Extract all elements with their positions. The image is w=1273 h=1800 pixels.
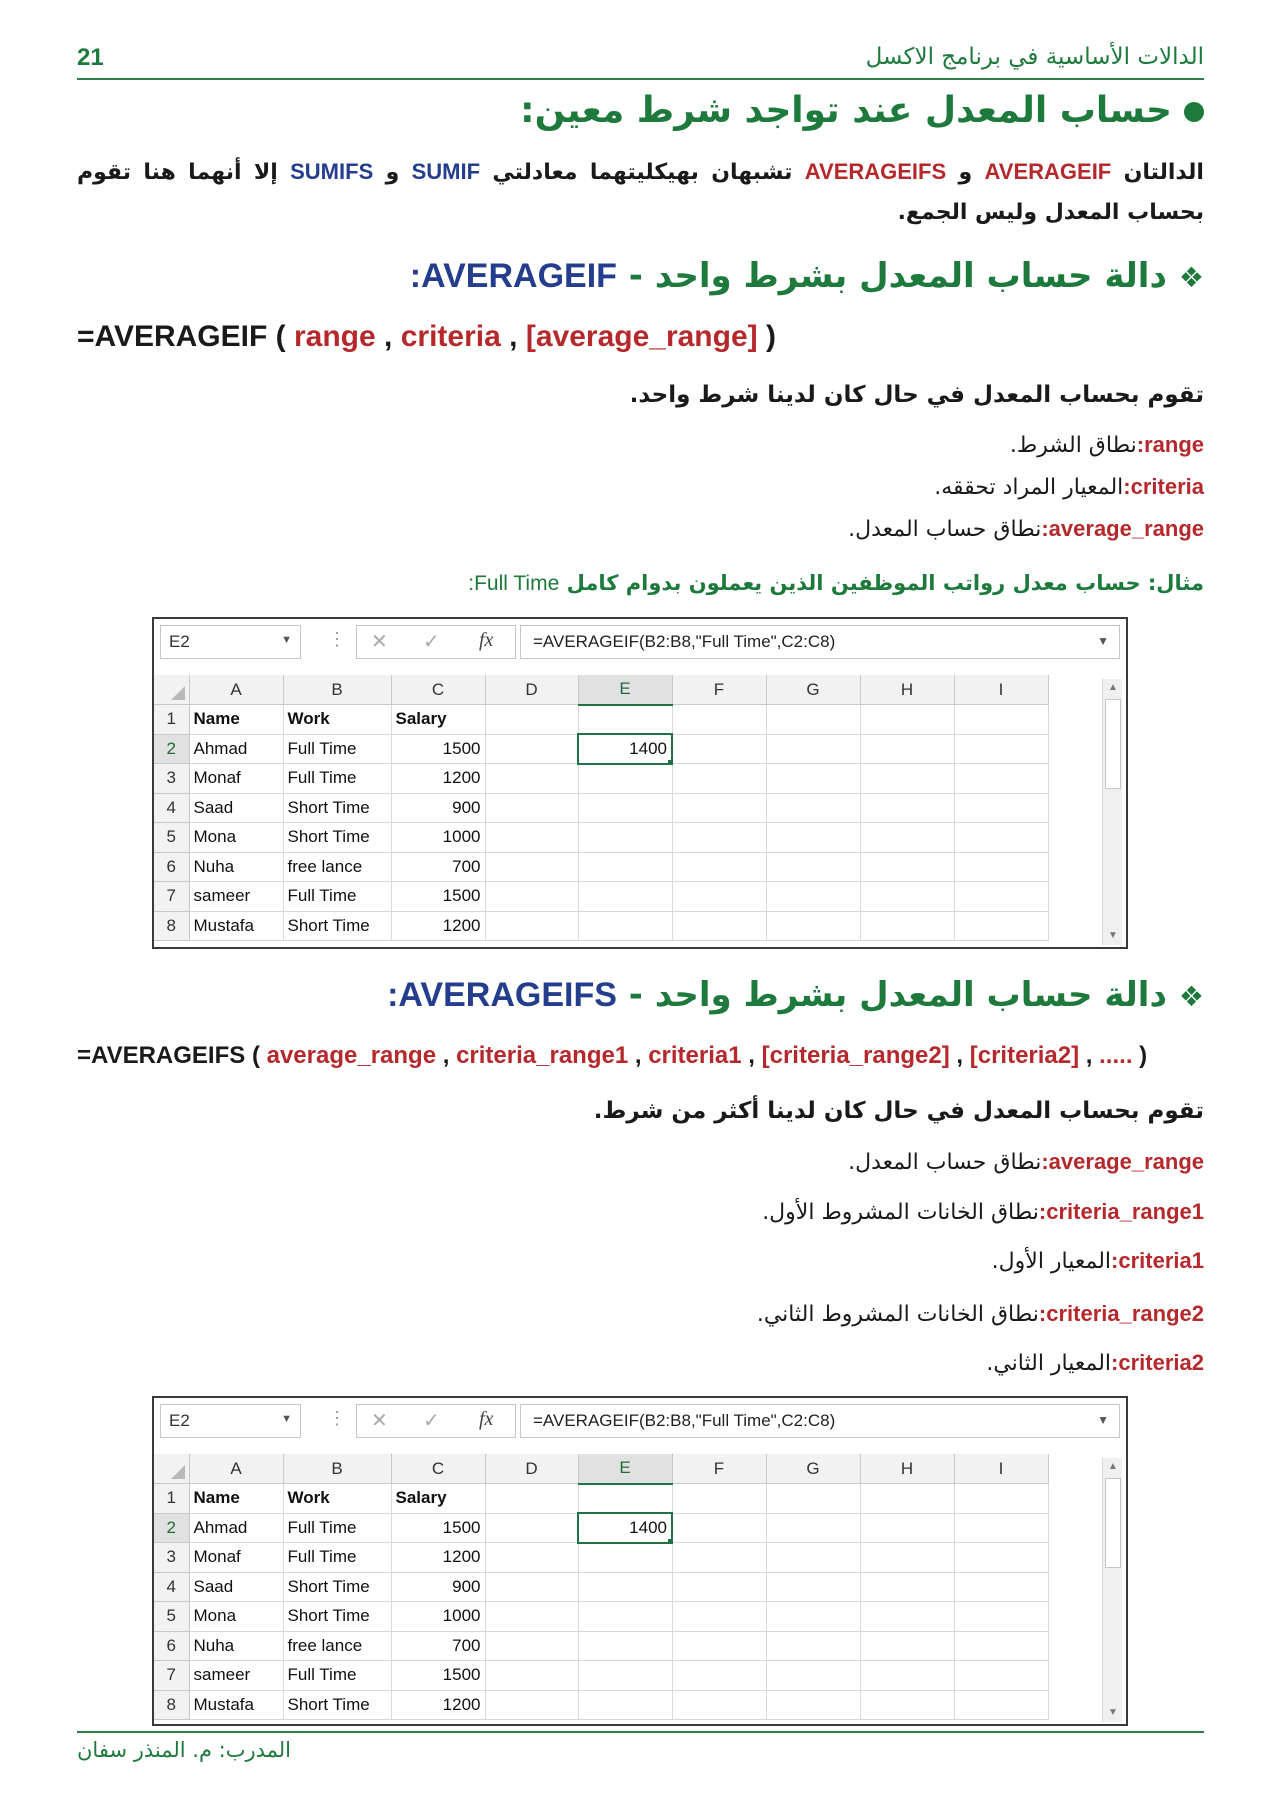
table-row: [154, 764, 1048, 794]
param-criteria1: criteria1:المعيار الأول.: [991, 1248, 1204, 1274]
bullet-dot-icon: [1184, 102, 1204, 122]
fn-averageif: AVERAGEIF: [984, 159, 1112, 184]
cell[interactable]: [860, 911, 954, 941]
col-header-a[interactable]: A: [189, 675, 283, 705]
section-title: حساب المعدل عند تواجد شرط معين:: [520, 90, 1204, 131]
cell[interactable]: [954, 705, 1048, 735]
cell[interactable]: Short Time: [283, 911, 391, 941]
row-header[interactable]: 3: [154, 764, 189, 794]
cell[interactable]: Work: [283, 1484, 391, 1514]
cell[interactable]: Short Time: [283, 1690, 391, 1720]
header-title: الدالات الأساسية في برنامج الاكسل: [865, 44, 1204, 70]
col-header-b[interactable]: B: [283, 1454, 391, 1484]
table-row: [154, 793, 1048, 823]
dropdown-arrow-icon[interactable]: ▼: [281, 1413, 292, 1425]
table-row: [154, 1572, 1048, 1602]
cell[interactable]: free lance: [283, 1631, 391, 1661]
table-row: [154, 1661, 1048, 1691]
cell[interactable]: 1500: [391, 1513, 485, 1543]
table-row: [154, 1484, 1048, 1514]
cell[interactable]: [485, 734, 578, 764]
cancel-icon[interactable]: ✕: [371, 1410, 388, 1432]
cell[interactable]: [578, 911, 672, 941]
cell[interactable]: Full Time: [283, 1661, 391, 1691]
active-cell-e2[interactable]: 1400: [578, 734, 672, 764]
diamond-bullet-icon: ❖: [1178, 980, 1204, 1013]
fn-averageifs: AVERAGEIFS: [804, 159, 947, 184]
cell[interactable]: [860, 1484, 954, 1514]
row-header[interactable]: 5: [154, 823, 189, 853]
row-header[interactable]: 4: [154, 1572, 189, 1602]
cell[interactable]: Saad: [189, 1572, 283, 1602]
col-header-c[interactable]: C: [391, 675, 485, 705]
cell[interactable]: [954, 1572, 1048, 1602]
cell[interactable]: [954, 911, 1048, 941]
col-header-g[interactable]: G: [766, 675, 860, 705]
example-caption: مثال: حساب معدل رواتب الموظفين الذين يعملون بدوام كامل Full Time:: [468, 571, 1204, 595]
cell[interactable]: [766, 1513, 860, 1543]
col-header-f[interactable]: F: [672, 675, 766, 705]
grip-icon: ⋮: [328, 629, 346, 649]
cell[interactable]: 1200: [391, 1543, 485, 1573]
cell[interactable]: [672, 793, 766, 823]
cell[interactable]: [672, 852, 766, 882]
cell[interactable]: Short Time: [283, 823, 391, 853]
row-header[interactable]: 1: [154, 705, 189, 735]
table-row: [154, 1543, 1048, 1573]
cell[interactable]: [485, 793, 578, 823]
cell[interactable]: [860, 1690, 954, 1720]
cell[interactable]: [860, 823, 954, 853]
insert-function-icon[interactable]: fx: [479, 1408, 494, 1430]
param-criteria-range1: criteria_range1:نطاق الخانات المشروط الأول.: [762, 1199, 1204, 1225]
param-criteria2: criteria2:المعيار الثاني.: [986, 1350, 1204, 1376]
cell[interactable]: [860, 1602, 954, 1632]
grip-icon: ⋮: [328, 1408, 346, 1428]
select-all-corner[interactable]: [154, 1454, 189, 1484]
expand-formula-icon[interactable]: ▼: [1097, 634, 1109, 648]
table-row: [154, 1602, 1048, 1632]
active-cell-e2[interactable]: 1400: [578, 1513, 672, 1543]
cell[interactable]: 1200: [391, 1690, 485, 1720]
cell[interactable]: 1500: [391, 882, 485, 912]
cell[interactable]: [485, 882, 578, 912]
cancel-icon[interactable]: ✕: [371, 631, 388, 653]
cell[interactable]: [672, 1631, 766, 1661]
cell[interactable]: 1200: [391, 764, 485, 794]
cell[interactable]: [672, 1661, 766, 1691]
averageif-description: تقوم بحساب المعدل في حال كان لدينا شرط واحد.: [629, 382, 1204, 408]
cell[interactable]: [766, 1602, 860, 1632]
cell[interactable]: [672, 1572, 766, 1602]
cell[interactable]: [860, 1572, 954, 1602]
cell[interactable]: [485, 1690, 578, 1720]
cell[interactable]: [672, 882, 766, 912]
cell[interactable]: [954, 1484, 1048, 1514]
cell[interactable]: [485, 911, 578, 941]
param-average-range-2: average_range:نطاق حساب المعدل.: [848, 1149, 1204, 1175]
cell[interactable]: [766, 1484, 860, 1514]
cell[interactable]: free lance: [283, 852, 391, 882]
cell[interactable]: [766, 823, 860, 853]
table-row: [154, 823, 1048, 853]
cell[interactable]: [766, 911, 860, 941]
param-criteria: criteria:المعيار المراد تحققه.: [934, 474, 1204, 500]
worksheet-grid[interactable]: [154, 675, 1098, 947]
table-row: [154, 882, 1048, 912]
averageif-syntax: =AVERAGEIF ( range , criteria , [average_range] ): [77, 320, 776, 353]
cell[interactable]: [860, 764, 954, 794]
cell[interactable]: [672, 823, 766, 853]
table-row: [154, 734, 1048, 764]
cell[interactable]: Monaf: [189, 764, 283, 794]
cell[interactable]: [860, 852, 954, 882]
row-header[interactable]: 1: [154, 1484, 189, 1514]
row-header[interactable]: 2: [154, 734, 189, 764]
cell[interactable]: [672, 705, 766, 735]
col-header-c[interactable]: C: [391, 1454, 485, 1484]
col-header-f[interactable]: F: [672, 1454, 766, 1484]
cell[interactable]: [766, 764, 860, 794]
cell[interactable]: [860, 793, 954, 823]
cell[interactable]: [578, 1572, 672, 1602]
cell[interactable]: 900: [391, 1572, 485, 1602]
select-all-corner[interactable]: [154, 675, 189, 705]
param-criteria-range2: criteria_range2:نطاق الخانات المشروط الثاني.: [756, 1301, 1204, 1327]
cell[interactable]: [954, 1690, 1048, 1720]
param-range: range:نطاق الشرط.: [1009, 432, 1204, 458]
cell[interactable]: [578, 1631, 672, 1661]
cell[interactable]: [954, 823, 1048, 853]
cell[interactable]: Short Time: [283, 1602, 391, 1632]
formula-input[interactable]: =AVERAGEIF(B2:B8,"Full Time",C2:C8) ▼: [520, 625, 1120, 659]
formula-bar: [154, 619, 1126, 675]
cell[interactable]: 1000: [391, 823, 485, 853]
page-number: 21: [77, 44, 104, 71]
cell[interactable]: [672, 1602, 766, 1632]
row-header[interactable]: 3: [154, 1543, 189, 1573]
column-header-row: [154, 675, 1048, 705]
cell[interactable]: 700: [391, 1631, 485, 1661]
col-header-d[interactable]: D: [485, 1454, 578, 1484]
cell[interactable]: [766, 1543, 860, 1573]
worksheet-grid[interactable]: [154, 1454, 1098, 1724]
row-header[interactable]: 7: [154, 1661, 189, 1691]
cell[interactable]: [672, 1543, 766, 1573]
cell[interactable]: sameer: [189, 882, 283, 912]
cell[interactable]: 1500: [391, 734, 485, 764]
header-divider: [77, 78, 1204, 80]
cell[interactable]: [766, 705, 860, 735]
col-header-i[interactable]: I: [954, 1454, 1048, 1484]
scroll-down-icon[interactable]: ▼: [1108, 1707, 1118, 1718]
cell[interactable]: [766, 1572, 860, 1602]
col-header-i[interactable]: I: [954, 675, 1048, 705]
cell[interactable]: [954, 793, 1048, 823]
cell[interactable]: [672, 911, 766, 941]
cell[interactable]: Work: [283, 705, 391, 735]
excel-screenshot-1: [152, 617, 1128, 949]
cell[interactable]: [485, 852, 578, 882]
cell[interactable]: [766, 1631, 860, 1661]
cell[interactable]: [578, 764, 672, 794]
cell[interactable]: Saad: [189, 793, 283, 823]
formula-tools: [356, 625, 516, 659]
cell[interactable]: Nuha: [189, 1631, 283, 1661]
col-header-e[interactable]: E: [578, 675, 672, 705]
cell[interactable]: Mona: [189, 823, 283, 853]
cell[interactable]: Name: [189, 1484, 283, 1514]
averageif-heading: ❖دالة حساب المعدل بشرط واحد - AVERAGEIF:: [409, 256, 1204, 296]
table-row: [154, 705, 1048, 735]
col-header-h[interactable]: H: [860, 1454, 954, 1484]
cell[interactable]: Mustafa: [189, 911, 283, 941]
cell[interactable]: [485, 1513, 578, 1543]
cell[interactable]: Monaf: [189, 1543, 283, 1573]
cell[interactable]: [578, 705, 672, 735]
cell[interactable]: [954, 734, 1048, 764]
expand-formula-icon[interactable]: ▼: [1097, 1413, 1109, 1427]
cell[interactable]: [578, 1661, 672, 1691]
cell[interactable]: Full Time: [283, 1543, 391, 1573]
intro-paragraph: الدالتان AVERAGEIF و AVERAGEIFS تشبهان بهيكليتهما معادلتي SUMIF و SUMIFS إلا أنهما هنا تقوم بحساب المعدل وليس الجمع.: [77, 159, 1204, 225]
footer-trainer: المدرب: م. المنذر سفان: [77, 1738, 291, 1762]
fn-sumif: SUMIF: [411, 159, 481, 184]
table-row: [154, 911, 1048, 941]
scroll-thumb[interactable]: [1105, 699, 1121, 789]
cell[interactable]: [578, 882, 672, 912]
col-header-g[interactable]: G: [766, 1454, 860, 1484]
averageifs-heading: ❖دالة حساب المعدل بشرط واحد - AVERAGEIFS:: [387, 975, 1204, 1015]
cell[interactable]: [578, 793, 672, 823]
row-header[interactable]: 8: [154, 911, 189, 941]
cell[interactable]: [954, 1602, 1048, 1632]
scroll-thumb[interactable]: [1105, 1478, 1121, 1568]
cell[interactable]: Salary: [391, 1484, 485, 1514]
row-header[interactable]: 2: [154, 1513, 189, 1543]
cell[interactable]: Full Time: [283, 764, 391, 794]
cell[interactable]: [860, 1543, 954, 1573]
cell[interactable]: 1500: [391, 1661, 485, 1691]
col-header-a[interactable]: A: [189, 1454, 283, 1484]
cell[interactable]: [672, 1513, 766, 1543]
name-box[interactable]: E2 ▼: [160, 625, 301, 659]
footer-divider: [77, 1731, 1204, 1733]
cell[interactable]: Ahmad: [189, 1513, 283, 1543]
cell[interactable]: [578, 852, 672, 882]
averageifs-syntax: =AVERAGEIFS ( average_range , criteria_range1 , criteria1 , [criteria_range2] , [criteria2] , ..... ): [77, 1042, 1148, 1069]
cell[interactable]: Salary: [391, 705, 485, 735]
cell[interactable]: Short Time: [283, 1572, 391, 1602]
cell[interactable]: [485, 1661, 578, 1691]
table-row: [154, 1690, 1048, 1720]
cell[interactable]: [578, 1543, 672, 1573]
col-header-b[interactable]: B: [283, 675, 391, 705]
cell[interactable]: sameer: [189, 1661, 283, 1691]
table-row: [154, 852, 1048, 882]
name-box[interactable]: E2 ▼: [160, 1404, 301, 1438]
cell[interactable]: [485, 1631, 578, 1661]
cell[interactable]: [860, 882, 954, 912]
cell[interactable]: Nuha: [189, 852, 283, 882]
cell[interactable]: [672, 1690, 766, 1720]
cell[interactable]: 1000: [391, 1602, 485, 1632]
cell[interactable]: [672, 734, 766, 764]
cell[interactable]: Mona: [189, 1602, 283, 1632]
cell[interactable]: [860, 734, 954, 764]
insert-function-icon[interactable]: fx: [479, 629, 494, 651]
cell[interactable]: [954, 1543, 1048, 1573]
formula-bar: [154, 1398, 1126, 1454]
cell[interactable]: [578, 1602, 672, 1632]
cell[interactable]: [860, 1661, 954, 1691]
cell[interactable]: 700: [391, 852, 485, 882]
cell[interactable]: [766, 1661, 860, 1691]
cell[interactable]: [954, 852, 1048, 882]
cell[interactable]: [954, 764, 1048, 794]
enter-check-icon[interactable]: ✓: [423, 631, 440, 653]
cell[interactable]: [485, 705, 578, 735]
dropdown-arrow-icon[interactable]: ▼: [281, 634, 292, 646]
cell[interactable]: Short Time: [283, 793, 391, 823]
cell[interactable]: [860, 1513, 954, 1543]
cell[interactable]: [485, 1543, 578, 1573]
cell[interactable]: [766, 882, 860, 912]
cell[interactable]: [766, 793, 860, 823]
formula-tools: [356, 1404, 516, 1438]
formula-input[interactable]: =AVERAGEIF(B2:B8,"Full Time",C2:C8) ▼: [520, 1404, 1120, 1438]
excel-screenshot-2: [152, 1396, 1128, 1726]
cell[interactable]: [766, 1690, 860, 1720]
cell[interactable]: [578, 823, 672, 853]
table-row: [154, 1513, 1048, 1543]
cell[interactable]: [954, 882, 1048, 912]
cell[interactable]: [860, 705, 954, 735]
scroll-down-icon[interactable]: ▼: [1108, 930, 1118, 941]
row-header[interactable]: 6: [154, 1631, 189, 1661]
cell[interactable]: Ahmad: [189, 734, 283, 764]
cell[interactable]: [485, 1602, 578, 1632]
col-header-h[interactable]: H: [860, 675, 954, 705]
vertical-scrollbar[interactable]: [1102, 1458, 1122, 1722]
cell[interactable]: [954, 1631, 1048, 1661]
enter-check-icon[interactable]: ✓: [423, 1410, 440, 1432]
cell[interactable]: [578, 1484, 672, 1514]
cell[interactable]: [860, 1631, 954, 1661]
scroll-up-icon[interactable]: ▲: [1108, 682, 1118, 693]
col-header-e[interactable]: E: [578, 1454, 672, 1484]
diamond-bullet-icon: ❖: [1178, 261, 1204, 294]
cell[interactable]: 1200: [391, 911, 485, 941]
table-row: [154, 1631, 1048, 1661]
cell[interactable]: Full Time: [283, 1513, 391, 1543]
cell[interactable]: Full Time: [283, 734, 391, 764]
row-header[interactable]: 6: [154, 852, 189, 882]
row-header[interactable]: 8: [154, 1690, 189, 1720]
cell[interactable]: [485, 1484, 578, 1514]
cell[interactable]: [578, 1690, 672, 1720]
cell[interactable]: [485, 764, 578, 794]
cell[interactable]: Full Time: [283, 882, 391, 912]
cell[interactable]: 900: [391, 793, 485, 823]
averageifs-description: تقوم بحساب المعدل في حال كان لدينا أكثر من شرط.: [593, 1098, 1204, 1124]
cell[interactable]: [672, 764, 766, 794]
row-header[interactable]: 7: [154, 882, 189, 912]
cell[interactable]: [485, 1572, 578, 1602]
col-header-d[interactable]: D: [485, 675, 578, 705]
row-header[interactable]: 4: [154, 793, 189, 823]
cell[interactable]: [766, 852, 860, 882]
cell[interactable]: [766, 734, 860, 764]
vertical-scrollbar[interactable]: [1102, 679, 1122, 945]
cell[interactable]: [672, 1484, 766, 1514]
cell[interactable]: Name: [189, 705, 283, 735]
fn-sumifs: SUMIFS: [290, 159, 374, 184]
cell[interactable]: [485, 823, 578, 853]
scroll-up-icon[interactable]: ▲: [1108, 1461, 1118, 1472]
param-average-range: average_range:نطاق حساب المعدل.: [848, 516, 1204, 542]
cell[interactable]: [954, 1661, 1048, 1691]
column-header-row: [154, 1454, 1048, 1484]
row-header[interactable]: 5: [154, 1602, 189, 1632]
cell[interactable]: [954, 1513, 1048, 1543]
cell[interactable]: Mustafa: [189, 1690, 283, 1720]
